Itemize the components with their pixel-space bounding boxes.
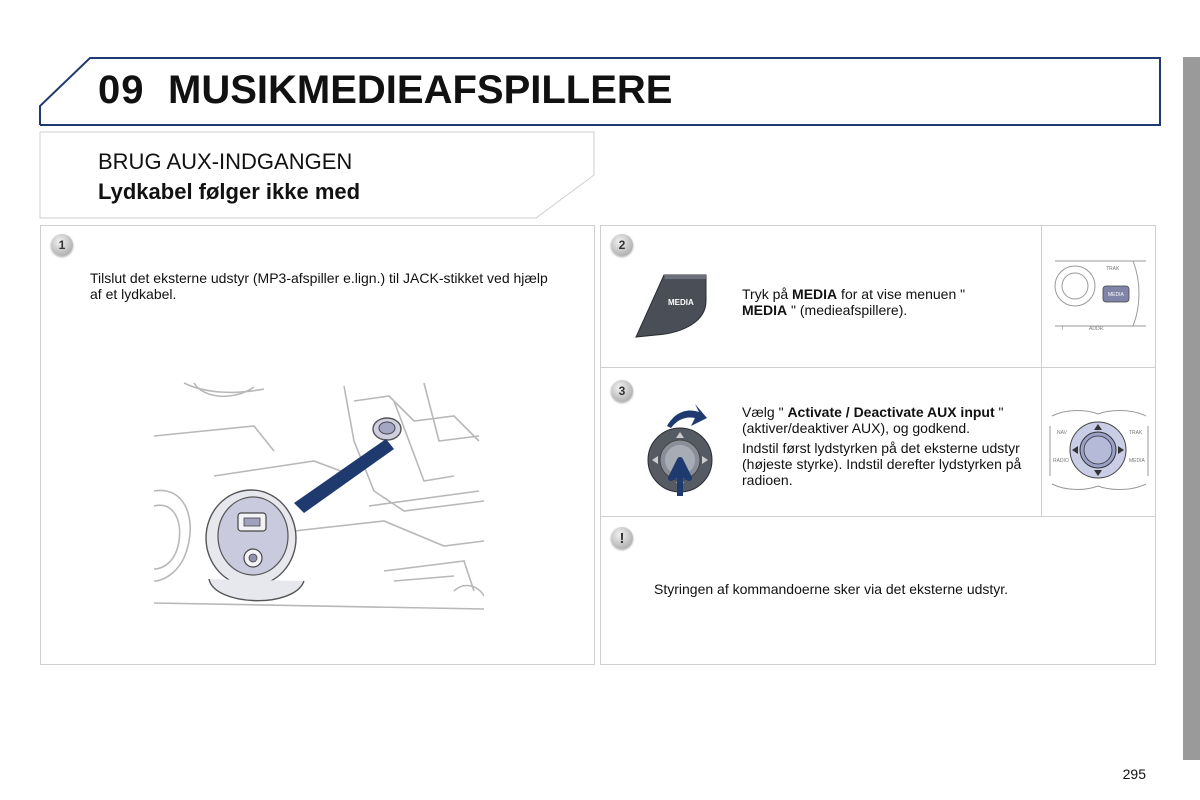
aux-jack-illustration bbox=[154, 381, 484, 611]
rotary-knob-graphic bbox=[645, 398, 720, 498]
radio-panel-diagram bbox=[1053, 256, 1148, 336]
step-3-text bbox=[742, 404, 1037, 436]
page-number: 295 bbox=[1122, 766, 1146, 782]
step-2-text-part1: Tryk på bbox=[742, 286, 793, 302]
section-header-frame bbox=[0, 130, 600, 222]
step-2-diagram-divider bbox=[1041, 226, 1042, 367]
step-1-panel bbox=[40, 225, 595, 665]
step-2-panel bbox=[600, 225, 1156, 368]
diagram-label-media-2: MEDIA bbox=[1129, 458, 1145, 464]
step-3-text-part1: Vælg " bbox=[742, 404, 788, 420]
section-subtitle: Lydkabel følger ikke med bbox=[98, 179, 361, 204]
diagram-label-trak-2: TRAK bbox=[1129, 430, 1143, 436]
media-button-label: MEDIA bbox=[668, 298, 694, 307]
step-1-text: Tilslut det eksterne udstyr (MP3-afspiller e.lign.) til JACK-stikket ved hjælp af et lydkabel. bbox=[90, 270, 548, 302]
diagram-label-t: T bbox=[1061, 326, 1065, 332]
step-3-panel bbox=[600, 367, 1156, 517]
step-2-text-bold1: MEDIA bbox=[792, 286, 838, 302]
diagram-label-radio: RADIO bbox=[1053, 458, 1069, 464]
diagram-label-media: MEDIA bbox=[1108, 292, 1124, 298]
step-3-text-2: Indstil først lydstyrken på det eksterne udstyr (højeste styrke). Indstil derefter lydstyrken på radioen. bbox=[742, 440, 1022, 488]
step-badge-3: 3 bbox=[611, 380, 633, 402]
warning-panel bbox=[600, 516, 1156, 665]
step-3-text-part2: " (aktiver/deaktiver AUX), og godkend. bbox=[742, 404, 1004, 436]
diagram-label-nav: NAV bbox=[1057, 430, 1067, 436]
warning-text: Styringen af kommandoerne sker via det eksterne udstyr. bbox=[654, 581, 1009, 597]
step-3-text-bold: Activate / Deactivate AUX input bbox=[787, 404, 995, 420]
step-badge-2: 2 bbox=[611, 234, 633, 256]
chapter-number: 09 bbox=[98, 68, 145, 112]
chapter-side-tab bbox=[1183, 57, 1200, 760]
step-2-text bbox=[742, 286, 1012, 318]
step-2-text-bold2: MEDIA bbox=[742, 302, 788, 318]
step-2-text-part2: for at vise menuen " bbox=[837, 286, 966, 302]
step-2-text-part3: " (medieafspillere). bbox=[787, 302, 908, 318]
diagram-label-trak: TRAK bbox=[1106, 266, 1120, 272]
nav-knob-diagram bbox=[1048, 406, 1150, 496]
step-3-diagram-divider bbox=[1041, 368, 1042, 516]
section-title: BRUG AUX-INDGANGEN bbox=[98, 149, 353, 174]
warning-badge: ! bbox=[611, 527, 633, 549]
step-badge-1: 1 bbox=[51, 234, 73, 256]
diagram-label-addr: ADDR. bbox=[1089, 326, 1105, 332]
chapter-title: MUSIKMEDIEAFSPILLERE bbox=[168, 68, 673, 112]
